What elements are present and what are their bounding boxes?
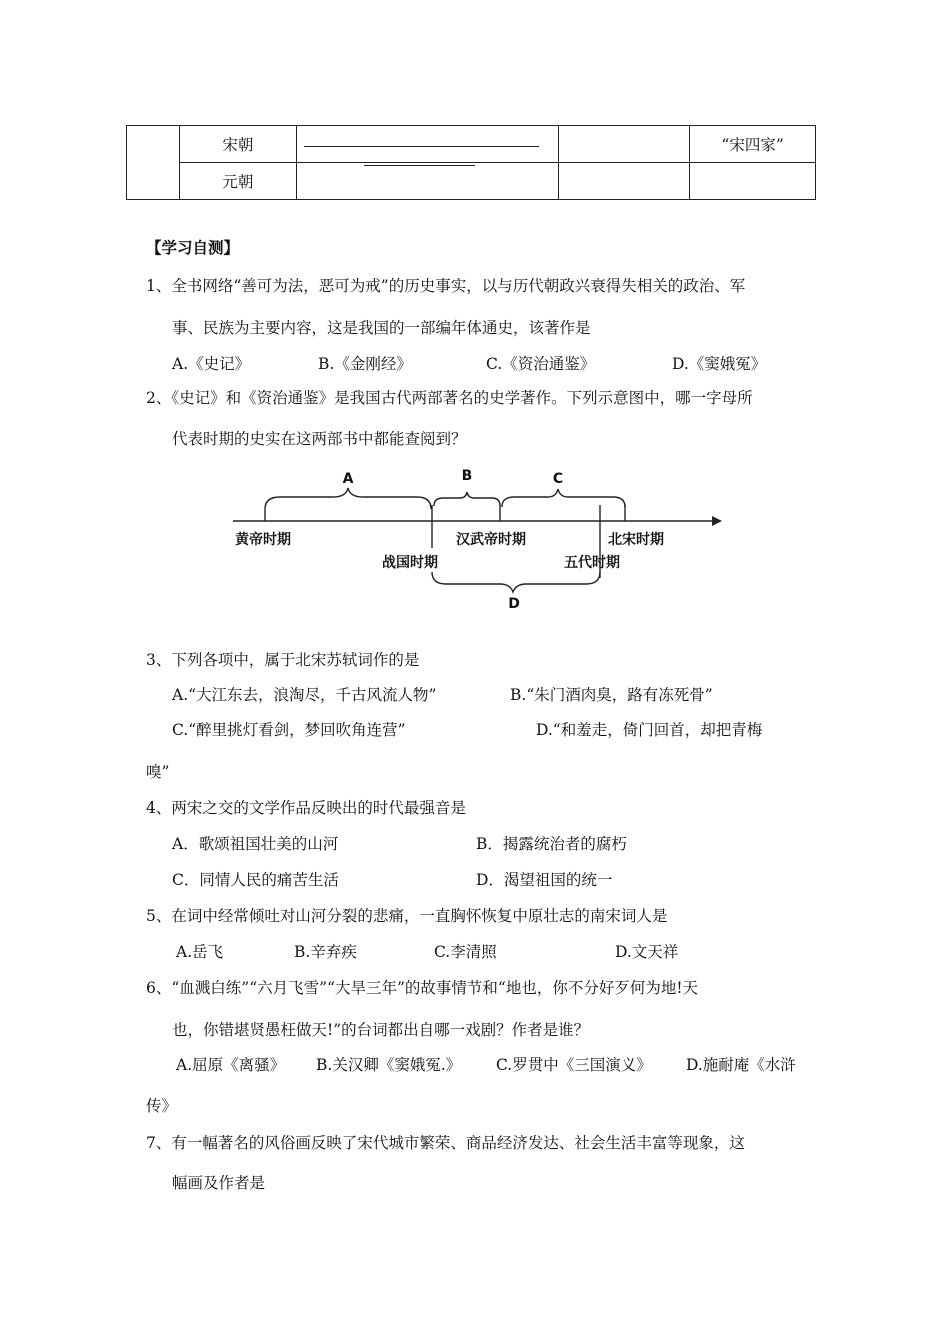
q5-option-d: D.文天祥 [615, 943, 679, 961]
q3-option-a: A.“大江东去，浪淘尽，千古风流人物” [172, 686, 437, 704]
brace-b [434, 492, 500, 506]
q1-option-c: C.《资治通鉴》 [486, 355, 596, 373]
q5-option-b: B.辛弃疾 [294, 943, 357, 961]
dynasty-cell: 元朝 [179, 163, 296, 200]
question-6-text: 6、“血溅白练”“六月飞雪”“大旱三年”的故事情节和“地也，你不分好歹何为地!天 [146, 979, 699, 997]
brace-label-c: C [552, 471, 564, 487]
q1-option-a: A.《史记》 [172, 355, 251, 373]
period-label: 黄帝时期 [235, 532, 291, 548]
q6-option-a: A.屈原《离骚》 [176, 1056, 286, 1074]
timeline-diagram [0, 0, 950, 640]
q4-option-c: C．同情人民的痛苦生活 [172, 871, 339, 889]
q1-option-d: D.《窦娥冤》 [672, 355, 767, 373]
period-label: 北宋时期 [608, 532, 664, 548]
q4-option-d: D．渴望祖国的统一 [476, 871, 613, 889]
timeline-arrowhead [712, 516, 722, 526]
q6-option-c: C.罗贯中《三国演义》 [496, 1056, 652, 1074]
q3-option-d: D.“和羞走，倚门回首，却把青梅 [536, 721, 763, 739]
question-7-text-cont: 幅画及作者是 [172, 1174, 266, 1192]
period-label: 汉武帝时期 [456, 532, 526, 548]
q6-option-d-cont: 传》 [146, 1097, 178, 1115]
section-title: 【学习自测】 [146, 238, 240, 257]
question-5-text: 5、在词中经常倾吐对山河分裂的悲痛，一直胸怀恢复中原壮志的南宋词人是 [146, 907, 668, 925]
brace-label-a: A [342, 471, 354, 487]
question-3-text: 3、下列各项中，属于北宋苏轼词作的是 [146, 651, 420, 669]
brace-d [432, 572, 600, 592]
brace-c [502, 489, 625, 507]
q3-option-c: C.“醉里挑灯看剑，梦回吹角连营” [172, 721, 406, 739]
period-label: 五代时期 [564, 555, 620, 571]
q6-option-d: D.施耐庵《水浒 [686, 1056, 796, 1074]
dynasty-cell: 宋朝 [179, 126, 296, 163]
question-2-text-cont: 代表时期的史实在这两部书中都能查阅到？ [172, 430, 467, 448]
period-label: 战国时期 [382, 555, 438, 571]
question-1-text-cont: 事、民族为主要内容，这是我国的一部编年体通史，该著作是 [172, 319, 591, 337]
question-6-text-cont: 也，你错堪贤愚枉做天!”的台词都出自哪一戏剧？作者是谁？ [172, 1021, 590, 1039]
q1-option-b: B.《金刚经》 [318, 355, 412, 373]
brace-label-b: B [461, 468, 473, 484]
q4-option-b: B．揭露统治者的腐朽 [476, 835, 627, 853]
question-2-text: 2、《史记》和《资治通鉴》是我国古代两部著名的史学著作。下列示意图中，哪一字母所 [146, 389, 753, 407]
q5-option-c: C.李清照 [434, 943, 497, 961]
q5-option-a: A.岳飞 [176, 943, 224, 961]
q4-option-a: A．歌颂祖国壮美的山河 [172, 835, 339, 853]
q3-option-b: B.“朱门酒肉臭，路有冻死骨” [510, 686, 713, 704]
question-7-text: 7、有一幅著名的风俗画反映了宋代城市繁荣、商品经济发达、社会生活丰富等现象，这 [146, 1134, 745, 1152]
calligraphers-cell: “宋四家” [690, 126, 816, 163]
brace-a [265, 488, 431, 509]
q6-option-b: B.关汉卿《窦娥冤.》 [316, 1056, 462, 1074]
question-4-text: 4、两宋之交的文学作品反映出的时代最强音是 [146, 799, 466, 817]
q3-option-d-cont: 嗅” [146, 763, 170, 781]
brace-label-d: D [508, 596, 520, 612]
question-1-text: 1、全书网络“善可为法，恶可为戒”的历史事实，以与历代朝政兴衰得失相关的政治、军 [146, 277, 746, 295]
